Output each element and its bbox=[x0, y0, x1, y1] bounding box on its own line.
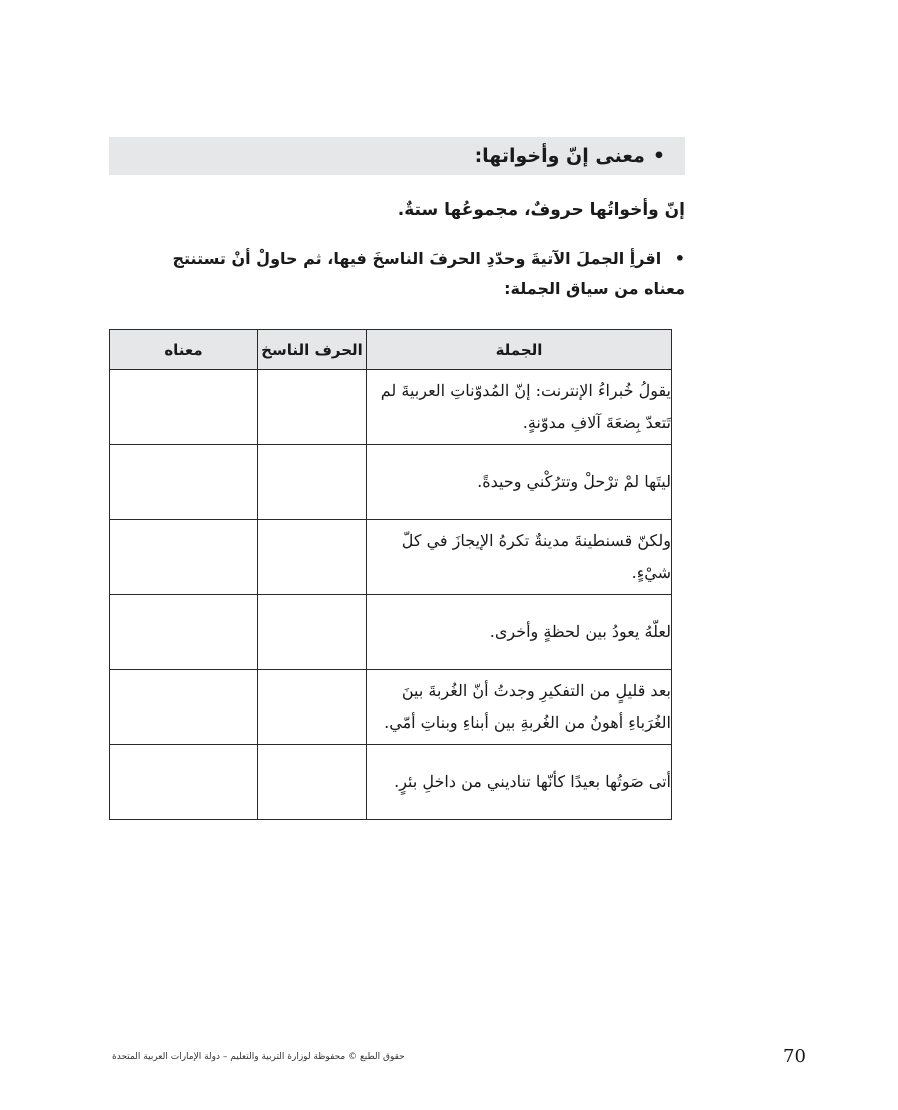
meaning-answer-cell[interactable] bbox=[110, 595, 258, 670]
sentence-cell: يقولُ خُبراءُ الإنترنت: إنّ المُدوّناتِ العربيةَ لم تَتعدّ بِضعَةَ آلافِ مدوّنةٍ. bbox=[367, 370, 672, 445]
page-number: 70 bbox=[783, 1046, 806, 1067]
exercise-instruction bbox=[140, 244, 685, 304]
table-row bbox=[110, 520, 672, 595]
instruction-bullet: • bbox=[674, 249, 685, 268]
section-bullet: • bbox=[652, 145, 665, 167]
sentence-cell: لعلّهُ يعودُ بين لحظةٍ وأخرى. bbox=[367, 595, 672, 670]
table-row bbox=[110, 670, 672, 745]
table-row bbox=[110, 445, 672, 520]
table-row bbox=[110, 370, 672, 445]
particle-answer-cell[interactable] bbox=[258, 370, 367, 445]
sentence-cell: بعد قليلٍ من التفكيرِ وجدتُ أنّ الغُربةَ بينَ الغُرَباءِ أهونُ من الغُربةِ بين أبناءِ وبناتِ أمّي. bbox=[367, 670, 672, 745]
header-sentence: الجملة bbox=[367, 330, 672, 370]
header-particle: الحرف الناسخ bbox=[258, 330, 367, 370]
table-row bbox=[110, 745, 672, 820]
particle-answer-cell[interactable] bbox=[258, 595, 367, 670]
meaning-answer-cell[interactable] bbox=[110, 445, 258, 520]
table-row bbox=[110, 595, 672, 670]
sentence-cell: ولكنّ قسنطينةَ مدينةٌ تكرهُ الإيجازَ في كلّ شيْءٍ. bbox=[367, 520, 672, 595]
section-title: معنى إنّ وأخواتها: bbox=[474, 145, 645, 167]
particle-answer-cell[interactable] bbox=[258, 670, 367, 745]
particle-answer-cell[interactable] bbox=[258, 520, 367, 595]
sentence-cell: أتى صَوتُها بعيدًا كأنّها تناديني من داخلِ بئرٍ. bbox=[367, 745, 672, 820]
meaning-answer-cell[interactable] bbox=[110, 520, 258, 595]
particle-answer-cell[interactable] bbox=[258, 745, 367, 820]
table-header-row bbox=[110, 330, 672, 370]
meaning-answer-cell[interactable] bbox=[110, 670, 258, 745]
instruction-text: اقرأِ الجملَ الآتيةَ وحدّدِ الحرفَ الناسخَ فيها، ثم حاولْ أنْ تستنتج معناه من سياق الجملة: bbox=[172, 249, 685, 298]
meaning-answer-cell[interactable] bbox=[110, 370, 258, 445]
header-meaning: معناه bbox=[110, 330, 258, 370]
particle-answer-cell[interactable] bbox=[258, 445, 367, 520]
section-heading-bar bbox=[109, 137, 685, 175]
sentence-cell: ليتَها لمْ ترْحلْ وتترُكْني وحيدةً. bbox=[367, 445, 672, 520]
meaning-answer-cell[interactable] bbox=[110, 745, 258, 820]
exercise-table bbox=[109, 329, 672, 820]
footer-copyright: حقوق الطبع © محفوظة لوزارة التربية والتعليم – دولة الإمارات العربية المتحدة bbox=[112, 1052, 405, 1062]
intro-statement: إنّ وأخواتُها حروفٌ، مجموعُها ستةٌ. bbox=[397, 200, 685, 220]
